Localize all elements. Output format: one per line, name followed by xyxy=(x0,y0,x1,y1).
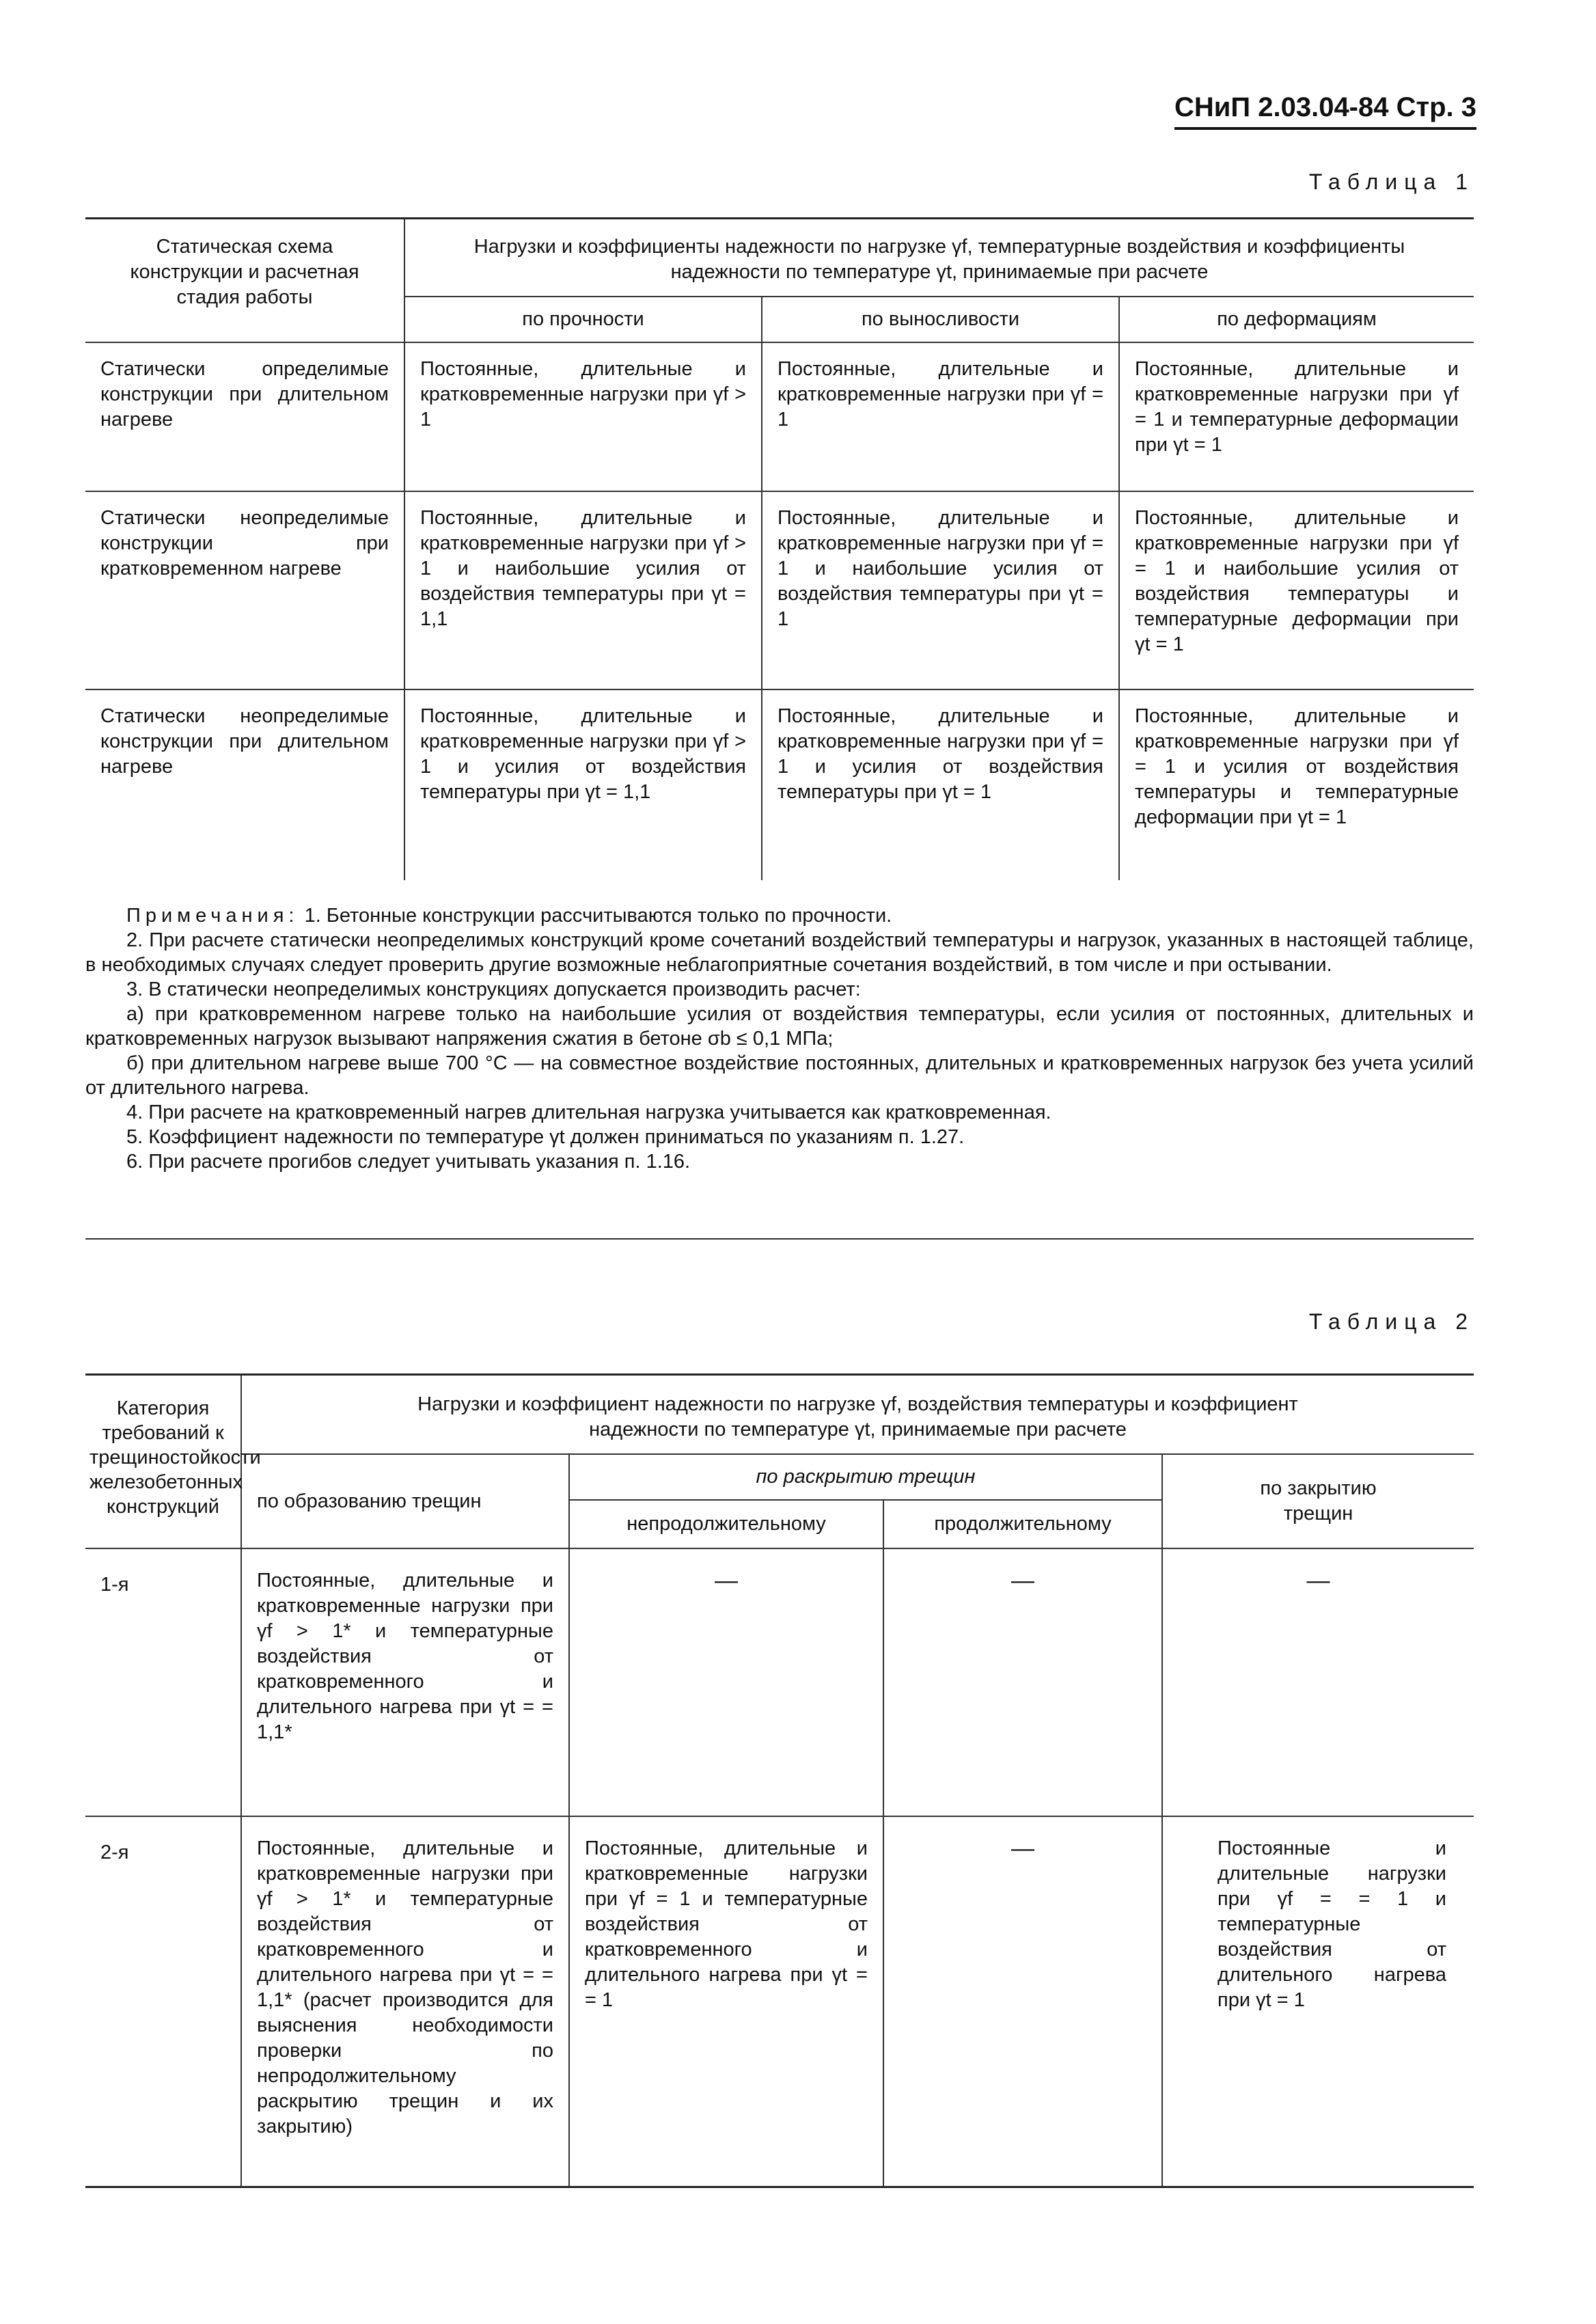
table1-header-group: Нагрузки и коэффициенты надежности по нагрузке γf, температурные воздействия и коэффициенты надежности по температуре γt, принимаемые при расчете xyxy=(404,219,1474,297)
table2-cell-short: Постоянные, длительные и кратковременные нагрузки при γf = 1 и температурные воздействия от кратковременного и длительного нагрева при γt = = 1 xyxy=(569,1816,883,2187)
table1-cell-scheme: Статически неопределимые конструкции при кратковременном нагреве xyxy=(85,491,404,689)
notes-divider xyxy=(85,1238,1474,1240)
table1-cell: Постоянные, длительные и кратковременные нагрузки при γf = 1 и наибольшие усилия от воздействия температуры при γt = 1 xyxy=(762,491,1119,689)
table1-cell: Постоянные, длительные и кратковременные нагрузки при γf = 1 и усилия от воздействия температуры при γt = 1 xyxy=(762,689,1119,880)
table2-header-long: продолжительному xyxy=(883,1500,1162,1548)
note-4: 4. При расчете на кратковременный нагрев длительная нагрузка учитывается как кратковременная. xyxy=(126,1102,1051,1123)
note-3a: а) при кратковременном нагреве только на наибольшие усилия от воздействия температуры, если усилия от постоянных, длительных и кратковременных нагрузок вызывают напряжения сжатия в бетоне σb ≤ 0,1 МПа; xyxy=(85,1003,1474,1050)
table2-row xyxy=(85,1816,1474,2187)
table1-row xyxy=(85,689,1474,880)
table1-subheader-strength: по прочности xyxy=(404,297,762,342)
table1-row xyxy=(85,491,1474,689)
table1-header-scheme: Статическая схема конструкции и расчетная стадия работы xyxy=(85,219,404,343)
table1-cell: Постоянные, длительные и кратковременные нагрузки при γf > 1 и усилия от воздействия температуры при γt = 1,1 xyxy=(404,689,762,880)
note-5: 5. Коэффициент надежности по температуре γt должен приниматься по указаниям п. 1.27. xyxy=(126,1126,965,1148)
note-2: 2. При расчете статически неопределимых конструкций кроме сочетаний воздействий температуры и нагрузок, указанных в настоящей таблице, в необходимых случаях следует проверить другие возможные неблагоприятные сочетания воздействий, в том числе и при остывании. xyxy=(85,929,1474,976)
table1-cell: Постоянные, длительные и кратковременные нагрузки при γf > 1 и наибольшие усилия от воздействия температуры при γt = 1,1 xyxy=(404,491,762,689)
table1-cell: Постоянные, длительные и кратковременные нагрузки при γf = 1 xyxy=(762,342,1119,491)
table2-cell-long: — xyxy=(883,1816,1162,2187)
table2-cell-category: 1-я xyxy=(85,1548,241,1816)
table1-cell-scheme: Статически неопределимые конструкции при длительном нагреве xyxy=(85,689,404,880)
table2-header-opening: по раскрытию трещин xyxy=(569,1454,1162,1500)
table2 xyxy=(85,1373,1474,2188)
table2-caption: Таблица 2 xyxy=(1308,1309,1474,1334)
table2-header-formation: по образованию трещин xyxy=(241,1454,569,1548)
notes-title: Примечания: xyxy=(126,905,299,927)
page-header: СНиП 2.03.04-84 Стр. 3 xyxy=(1174,92,1476,130)
table1-cell: Постоянные, длительные и кратковременные нагрузки при γf = 1 и усилия от воздействия температуры и температурные деформации при γt = 1 xyxy=(1119,689,1474,880)
table2-row xyxy=(85,1548,1474,1816)
table2-header-category: Категория требований к трещиностойкости железобетонных конструкций xyxy=(85,1375,241,1549)
table1-row xyxy=(85,342,1474,491)
note-6: 6. При расчете прогибов следует учитывать указания п. 1.16. xyxy=(126,1151,691,1173)
table2-header-closing: по закрытию трещин xyxy=(1162,1454,1474,1548)
table2-cell-formation: Постоянные, длительные и кратковременные нагрузки при γf > 1* и температурные воздействия от кратковременного и длительного нагрева при γt = = 1,1* (расчет производится для выяснения необходимости проверки по непродолжительному раскрытию трещин и их закрытию) xyxy=(241,1816,569,2187)
table1-subheader-endurance: по выносливости xyxy=(762,297,1119,342)
table2-header-group: Нагрузки и коэффициент надежности по нагрузке γf, воздействия температуры и коэффициент надежности по температуре γt, принимаемые при расчете xyxy=(241,1375,1474,1455)
table1-notes xyxy=(85,903,1474,1174)
table1-cell: Постоянные, длительные и кратковременные нагрузки при γf = 1 и температурные деформации при γt = 1 xyxy=(1119,342,1474,491)
table2-cell-long: — xyxy=(883,1548,1162,1816)
table1-cell-scheme: Статически определимые конструкции при длительном нагреве xyxy=(85,342,404,491)
table1-cell: Постоянные, длительные и кратковременные нагрузки при γf = 1 и наибольшие усилия от воздействия температуры и температурные деформации при γt = 1 xyxy=(1119,491,1474,689)
table2-cell-closing: Постоянные и длительные нагрузки при γf = = 1 и температурные воздействия от длительного нагрева при γt = 1 xyxy=(1162,1816,1474,2187)
note-line-1 xyxy=(85,903,1474,928)
table1 xyxy=(85,217,1474,880)
table2-cell-category: 2-я xyxy=(85,1816,241,2187)
table1-cell: Постоянные, длительные и кратковременные нагрузки при γf > 1 xyxy=(404,342,762,491)
table2-header-short: непродолжительному xyxy=(569,1500,883,1548)
note-1: 1. Бетонные конструкции рассчитываются только по прочности. xyxy=(304,905,892,927)
note-3: 3. В статически неопределимых конструкциях допускается производить расчет: xyxy=(126,979,861,1000)
note-3b: б) при длительном нагреве выше 700 °С — на совместное воздействие постоянных, длительных и кратковременных нагрузок без учета усилий от длительного нагрева. xyxy=(85,1052,1474,1099)
table1-subheader-deformation: по деформациям xyxy=(1119,297,1474,342)
table2-cell-closing: — xyxy=(1162,1548,1474,1816)
table2-cell-formation: Постоянные, длительные и кратковременные нагрузки при γf > 1* и температурные воздействия от кратковременного и длительного нагрева при γt = = 1,1* xyxy=(241,1548,569,1816)
table1-caption: Таблица 1 xyxy=(1308,169,1474,194)
table2-cell-short: — xyxy=(569,1548,883,1816)
